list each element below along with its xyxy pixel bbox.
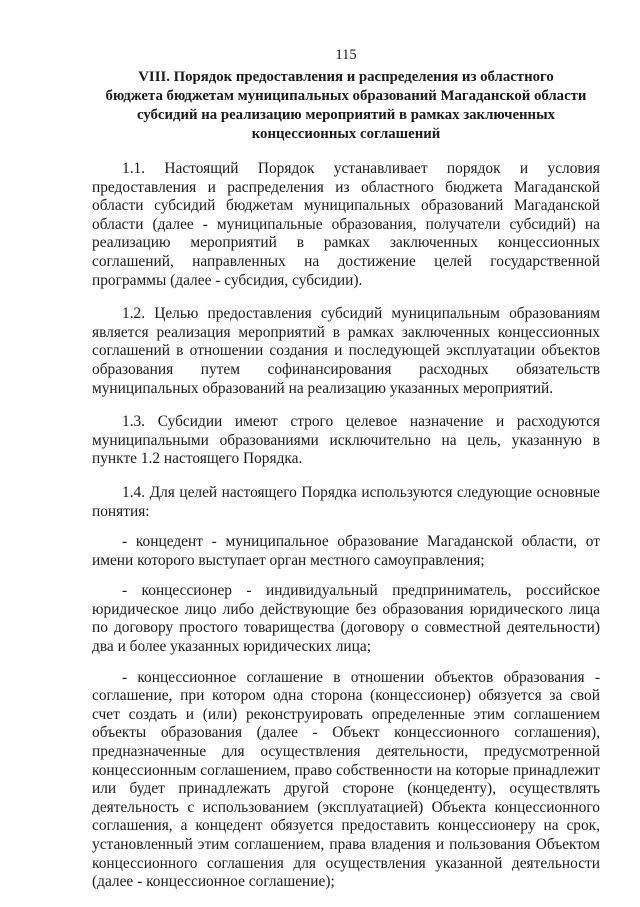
page-number: 115 — [335, 47, 357, 63]
document-page — [92, 46, 600, 907]
paragraph-1-1: 1.1. Настоящий Порядок устанавливает порядок и условия предоставления и распределения из областного бюджета Магаданской области субсидий бюджетам муниципальных образований Магаданской области (далее - муниципальные образования, получатели субсидий) на реализацию мероприятий в рамках заключенных концессионных соглашений, направленных на достижение целей государственной программы (далее - субсидия, субсидии). — [92, 160, 600, 289]
heading-line: субсидий на реализацию мероприятий в рамках заключенных — [136, 107, 556, 123]
heading-line: VIII. Порядок предоставления и распределения из областного — [138, 69, 554, 85]
paragraph-1-3: 1.3. Субсидии имеют строго целевое назначение и расходуются муниципальными образованиями исключительно на цель, указанную в пункте 1.2 настоящего Порядка. — [92, 413, 600, 468]
section-heading — [92, 68, 600, 144]
paragraph-1-4: 1.4. Для целей настоящего Порядка используются следующие основные понятия: — [92, 483, 600, 520]
paragraph-1-2: 1.2. Целью предоставления субсидий муниципальным образованиям является реализация мероприятий в рамках заключенных концессионных соглашений в отношении создания и последующей эксплуатации объектов образования путем софинансирования расходных обязательств муниципальных образований на реализацию указанных мероприятий. — [92, 305, 600, 397]
heading-line: концессионных соглашений — [251, 126, 441, 142]
heading-line: бюджета бюджетам муниципальных образований Магаданской области — [105, 88, 587, 104]
definition-concession-agreement: - концессионное соглашение в отношении объектов образования - соглашение, при котором одна сторона (концессионер) обязуется за свой счет создать и (или) реконструировать определенные этим соглашением объекты образования (далее - Объект концессионного соглашения), предназначенные для осуществления деятельности, предусмотренной концессионным соглашением, право собственности на которые принадлежит или будет принадлежать другой стороне (концеденту), осуществлять деятельность с использованием (эксплуатацией) Объекта концессионного соглашения, а концедент обязуется предоставить концессионеру на срок, установленный этим соглашением, права владения и пользования Объектом концессионного соглашения для осуществления указанной деятельности (далее - концессионное соглашение); — [92, 668, 600, 891]
definition-concessionaire: - концессионер - индивидуальный предприниматель, российское юридическое лицо либо действующие без образования юридического лица по договору простого товарищества (договору о совместной деятельности) два и более указанных юридических лица; — [92, 582, 600, 656]
definition-concedent: - концедент - муниципальное образование Магаданской области, от имени которого выступает орган местного самоуправления; — [92, 533, 600, 569]
